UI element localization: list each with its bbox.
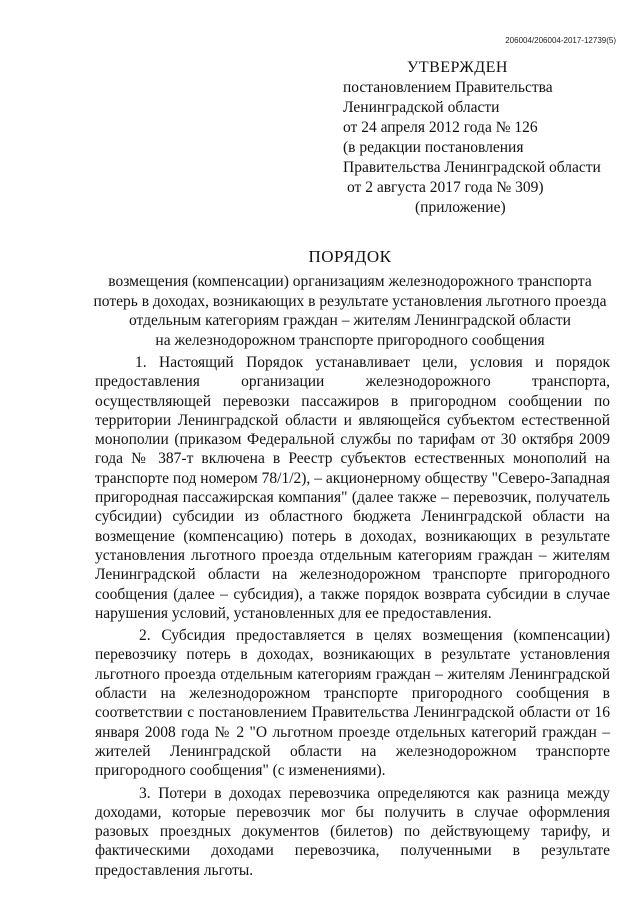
subtitle-line: отдельным категориям граждан – жителям Ленинградской области [129, 312, 571, 329]
document-body [95, 353, 610, 883]
subtitle-line: потерь в доходах, возникающих в результате установления льготного проезда [93, 292, 607, 310]
approval-line: (в редакции постановления [343, 139, 524, 156]
approval-line: Правительства Ленинградской области [343, 159, 601, 176]
subtitle-line: на железнодорожном транспорте пригородного сообщения [155, 331, 545, 349]
paragraph-1: 1. Настоящий Порядок устанавливает цели, условия и порядок предоставления организации железнодорожного транспорта, осуществляющей перевозки пассажиров в пригородном сообщении по территории Ленинградской области и являющейся субъектом естественной монополии (приказом Федеральной службы по тарифам от 30 октября 2009 года № 387-т включена в Реестр субъектов естественных монополий на транспорте под номером 78/1/2), – акционерному обществу "Северо-Западная пригородная пассажирская компания" (далее также – перевозчик, получатель субсидии) субсидии из областного бюджета Ленинградской области на возмещение (компенсацию) потерь в доходах, возникающих в результате установления льготного проезда отдельным категориям граждан – жителям Ленинградской области на железнодорожном транспорте пригородного сообщения (далее – субсидия), а также порядок возврата субсидии в случае нарушения условий, установленных для ее предоставления. [95, 354, 610, 622]
approval-line: от 2 августа 2017 года № 309) [347, 179, 544, 196]
document-title: ПОРЯДОК [308, 247, 392, 266]
paragraph-2: 2. Субсидия предоставляется в целях возмещения (компенсации) перевозчику потерь в доходах, возникающих в результате установления льготного проезда отдельным категориям граждан – жителям Ленинградской области на железнодорожном транспорте пригородного сообщения в соответствии с постановлением Правительства Ленинградской области от 16 января 2008 года № 2 "О льготном проезде отдельных категорий граждан – жителей Ленинградской области на железнодорожном транспорте пригородного сообщения" (с изменениями). [95, 627, 610, 780]
approval-line: (приложение) [415, 199, 506, 216]
paragraph-3: 3. Потери в доходах перевозчика определяются как разница между доходами, которые перевозчик мог бы получить в случае оформления разовых проездных документов (билетов) по действующему тарифу, и фактическими доходами перевозчика, полученными в результате предоставления льготы. [95, 784, 610, 879]
approval-stamp-block [343, 58, 633, 218]
approval-line: от 24 апреля 2012 года № 126 [343, 119, 538, 136]
approval-line: Ленинградской области [343, 99, 500, 116]
subtitle-line: возмещения (компенсации) организациям железнодорожного транспорта [108, 273, 592, 290]
document-subtitle [60, 272, 640, 350]
approval-line: постановлением Правительства [343, 79, 553, 96]
approved-heading: УТВЕРЖДЕН [407, 59, 508, 76]
document-title-block [60, 246, 640, 350]
document-registration-number: 206004/206004-2017-12739(5) [505, 36, 616, 45]
